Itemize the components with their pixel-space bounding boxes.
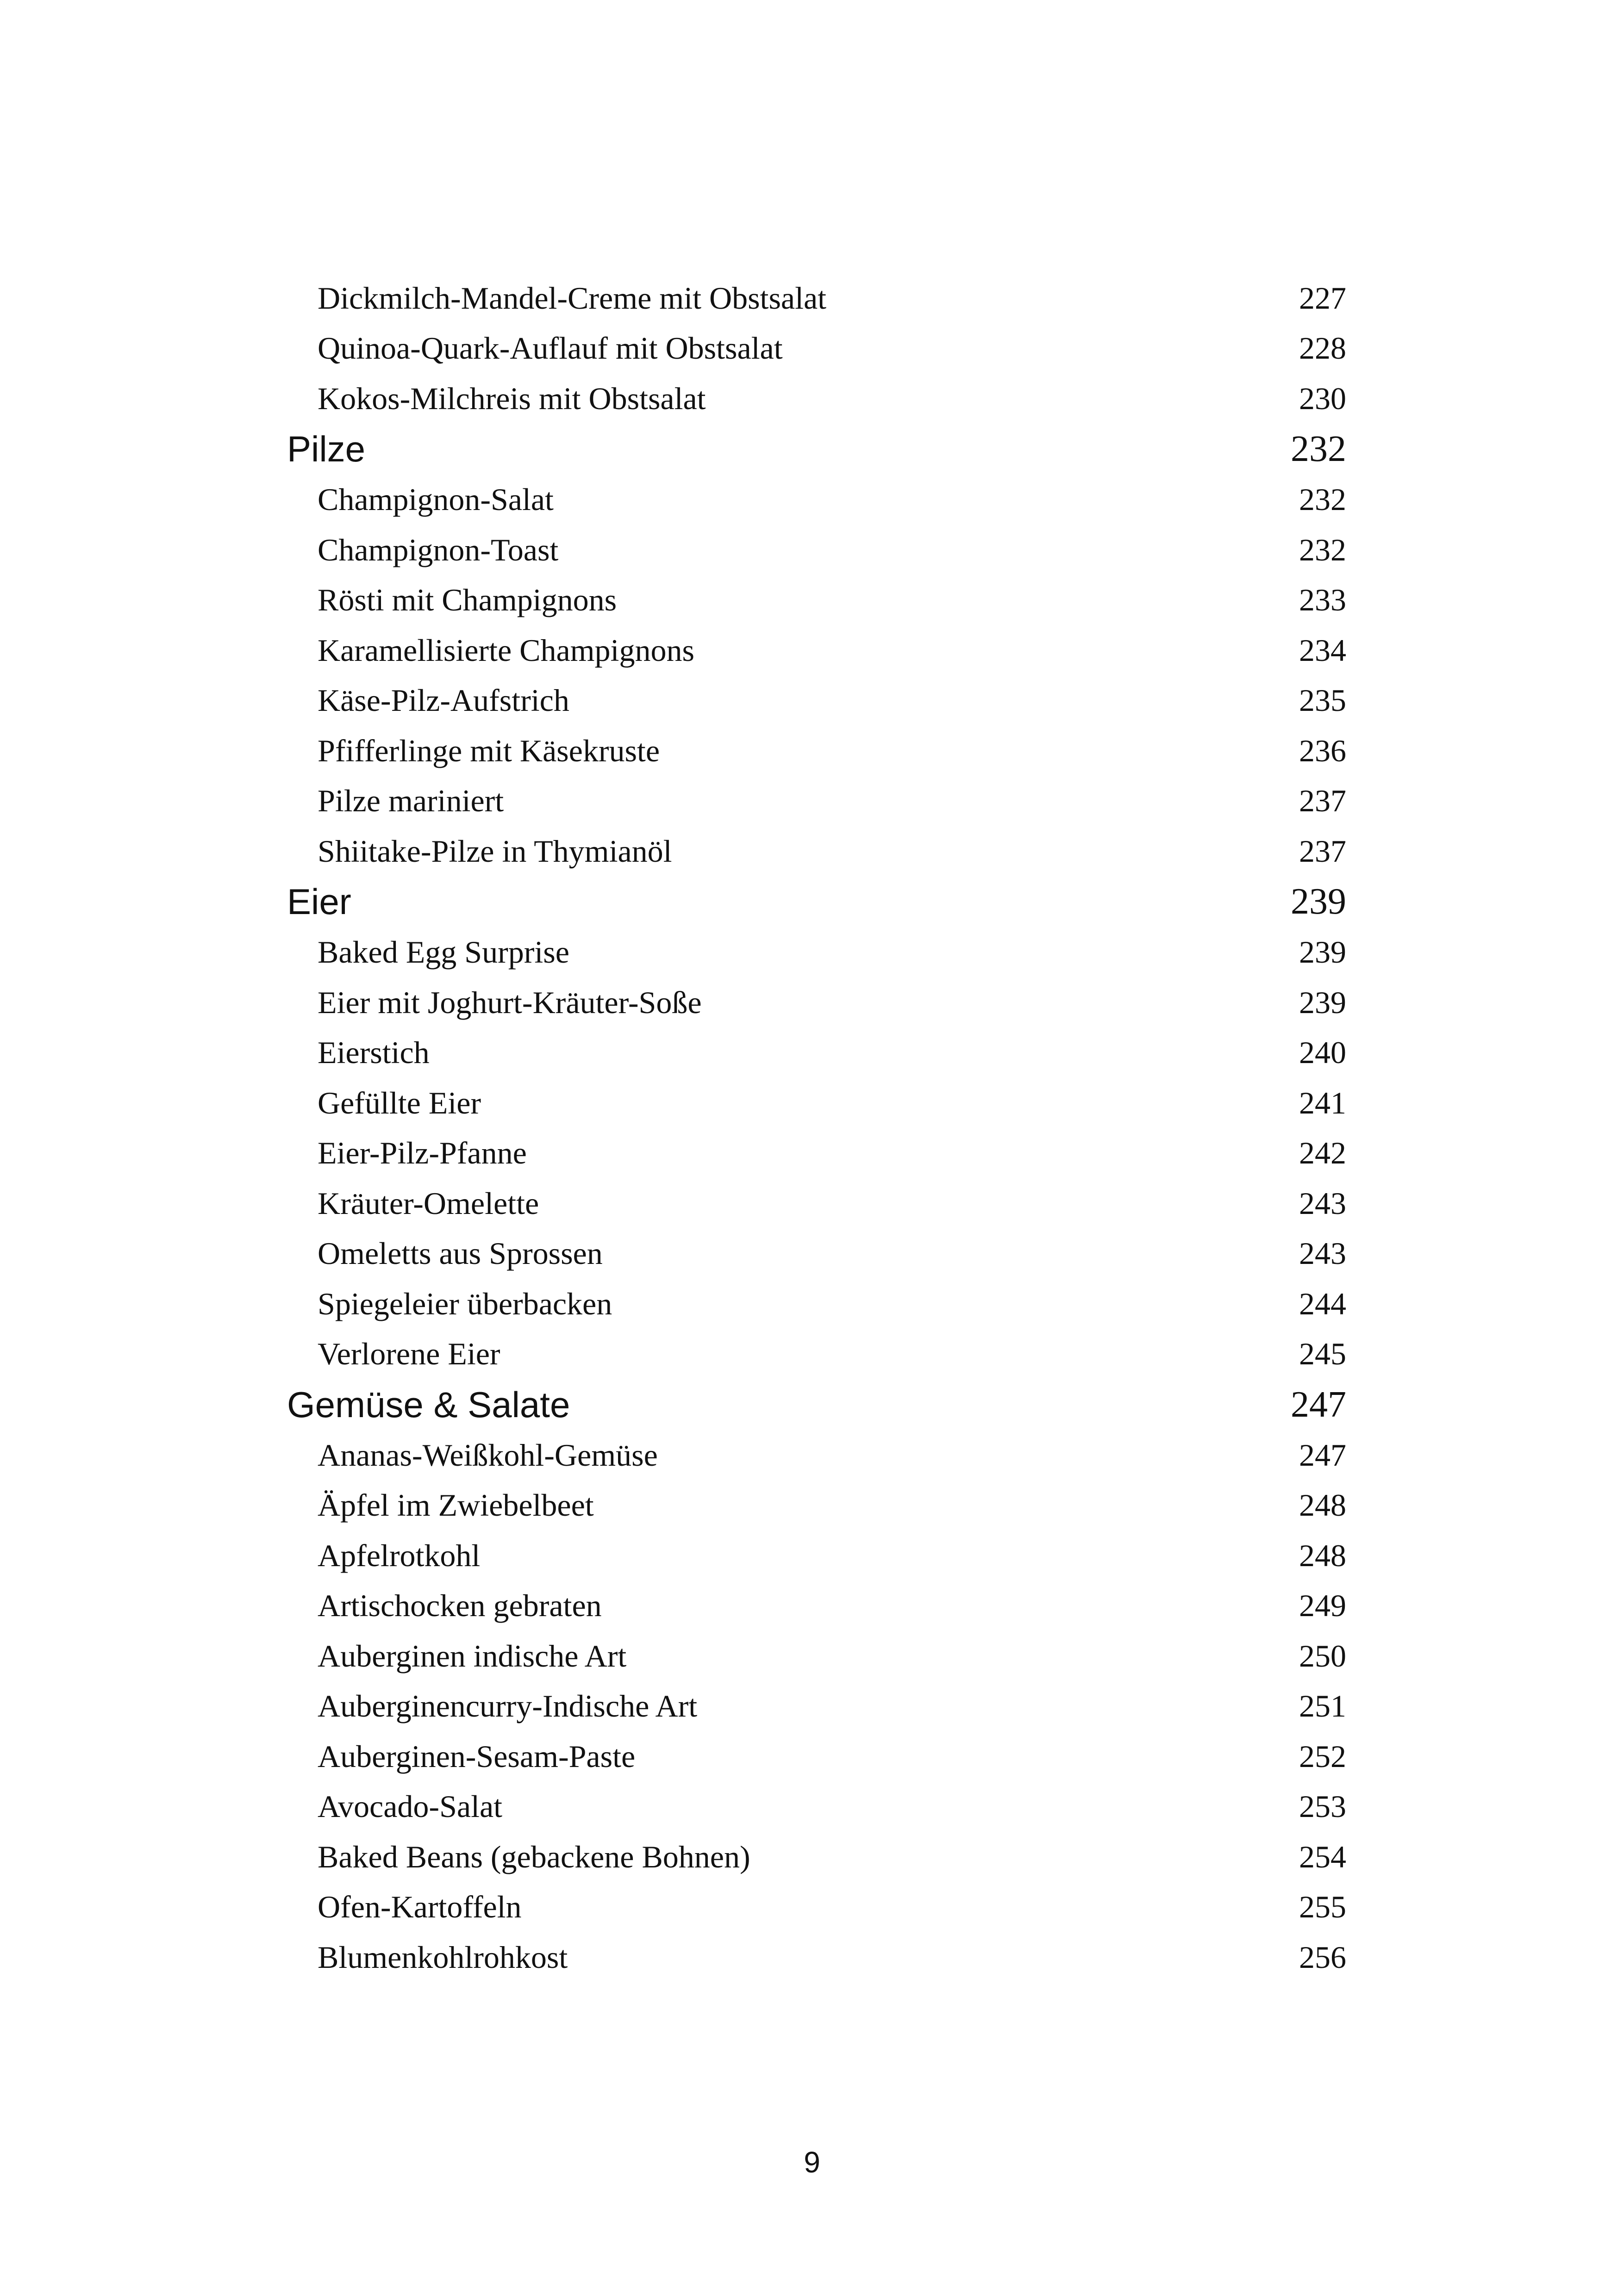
entry-page-number: 253 <box>1299 1789 1346 1824</box>
entry-title: Avocado-Salat <box>318 1789 503 1824</box>
entry-page-number: 232 <box>1299 532 1346 567</box>
entry-page-number: 227 <box>1299 280 1346 316</box>
entry-page-number: 235 <box>1299 683 1346 718</box>
entry-title: Spiegeleier überbacken <box>318 1286 612 1321</box>
entry-title: Ananas-Weißkohl-Gemüse <box>318 1437 658 1473</box>
entry-page-number: 245 <box>1299 1336 1346 1372</box>
entry-page-number: 241 <box>1299 1085 1346 1120</box>
entry-title: Auberginen indische Art <box>318 1638 627 1674</box>
entry-page-number: 234 <box>1299 632 1346 668</box>
toc-entry[interactable] <box>287 1631 1346 1681</box>
toc-entry[interactable] <box>287 676 1346 726</box>
toc-entry[interactable] <box>287 575 1346 626</box>
entry-title: Apfelrotkohl <box>318 1537 481 1573</box>
entry-page-number: 243 <box>1299 1185 1346 1221</box>
toc-entry[interactable] <box>287 1581 1346 1631</box>
toc-entry[interactable] <box>287 977 1346 1028</box>
entry-title: Champignon-Salat <box>318 482 554 517</box>
entry-page-number: 237 <box>1299 783 1346 819</box>
toc-entry[interactable] <box>287 1932 1346 1983</box>
entry-title: Pfifferlinge mit Käsekruste <box>318 733 660 768</box>
entry-title: Shiitake-Pilze in Thymianöl <box>318 833 672 869</box>
entry-page-number: 228 <box>1299 330 1346 366</box>
entry-title: Kräuter-Omelette <box>318 1185 539 1221</box>
entry-page-number: 230 <box>1299 380 1346 416</box>
toc-entry[interactable] <box>287 1882 1346 1933</box>
toc-entry[interactable] <box>287 1178 1346 1229</box>
entry-page-number: 242 <box>1299 1135 1346 1171</box>
section-page-number: 247 <box>1291 1384 1346 1425</box>
entry-title: Auberginen-Sesam-Paste <box>318 1738 636 1774</box>
entry-title: Gefüllte Eier <box>318 1085 481 1120</box>
toc-entry[interactable] <box>287 1731 1346 1782</box>
toc-entry[interactable] <box>287 525 1346 575</box>
entry-page-number: 236 <box>1299 733 1346 768</box>
entry-title: Champignon-Toast <box>318 532 559 567</box>
entry-page-number: 233 <box>1299 582 1346 618</box>
entry-title: Blumenkohlrohkost <box>318 1939 568 1975</box>
entry-page-number: 244 <box>1299 1286 1346 1321</box>
entry-title: Artischocken gebraten <box>318 1588 602 1624</box>
entry-title: Auberginencurry-Indische Art <box>318 1688 698 1724</box>
table-of-contents <box>287 273 1346 1983</box>
section-title: Gemüse & Salate <box>287 1384 570 1425</box>
entry-title: Ofen-Kartoffeln <box>318 1889 522 1925</box>
toc-entry[interactable] <box>287 927 1346 978</box>
toc-section-heading[interactable] <box>287 877 1346 927</box>
entry-page-number: 256 <box>1299 1939 1346 1975</box>
section-title: Pilze <box>287 429 366 469</box>
entry-title: Kokos-Milchreis mit Obstsalat <box>318 380 706 416</box>
entry-page-number: 239 <box>1299 934 1346 970</box>
entry-title: Eier-Pilz-Pfanne <box>318 1135 527 1171</box>
toc-entry[interactable] <box>287 726 1346 776</box>
toc-entry[interactable] <box>287 776 1346 827</box>
entry-page-number: 243 <box>1299 1236 1346 1271</box>
entry-title: Omeletts aus Sprossen <box>318 1236 603 1271</box>
entry-page-number: 249 <box>1299 1588 1346 1624</box>
toc-entry[interactable] <box>287 625 1346 676</box>
entry-page-number: 247 <box>1299 1437 1346 1473</box>
toc-entry[interactable] <box>287 1531 1346 1581</box>
entry-page-number: 248 <box>1299 1487 1346 1523</box>
entry-title: Eier mit Joghurt-Kräuter-Soße <box>318 984 702 1020</box>
toc-entry[interactable] <box>287 273 1346 324</box>
entry-title: Baked Egg Surprise <box>318 934 569 970</box>
toc-entry[interactable] <box>287 1329 1346 1380</box>
entry-page-number: 232 <box>1299 482 1346 517</box>
entry-page-number: 239 <box>1299 984 1346 1020</box>
toc-entry[interactable] <box>287 1681 1346 1732</box>
entry-title: Dickmilch-Mandel-Creme mit Obstsalat <box>318 280 827 316</box>
entry-page-number: 252 <box>1299 1738 1346 1774</box>
toc-entry[interactable] <box>287 475 1346 525</box>
entry-page-number: 237 <box>1299 833 1346 869</box>
entry-page-number: 250 <box>1299 1638 1346 1674</box>
toc-entry[interactable] <box>287 1279 1346 1329</box>
section-page-number: 232 <box>1291 429 1346 469</box>
toc-entry[interactable] <box>287 1078 1346 1128</box>
toc-entry[interactable] <box>287 1028 1346 1078</box>
toc-entry[interactable] <box>287 1229 1346 1279</box>
toc-entry[interactable] <box>287 1832 1346 1882</box>
entry-page-number: 248 <box>1299 1537 1346 1573</box>
entry-title: Äpfel im Zwiebelbeet <box>318 1487 594 1523</box>
toc-entry[interactable] <box>287 373 1346 424</box>
entry-title: Rösti mit Champignons <box>318 582 617 618</box>
entry-page-number: 255 <box>1299 1889 1346 1925</box>
toc-entry[interactable] <box>287 324 1346 374</box>
entry-title: Karamellisierte Champignons <box>318 632 694 668</box>
toc-entry[interactable] <box>287 1481 1346 1531</box>
entry-title: Käse-Pilz-Aufstrich <box>318 683 569 718</box>
entry-title: Verlorene Eier <box>318 1336 500 1372</box>
entry-title: Eierstich <box>318 1035 430 1070</box>
entry-page-number: 251 <box>1299 1688 1346 1724</box>
toc-entry[interactable] <box>287 826 1346 877</box>
entry-page-number: 240 <box>1299 1035 1346 1070</box>
section-title: Eier <box>287 881 351 922</box>
section-page-number: 239 <box>1291 881 1346 922</box>
toc-entry[interactable] <box>287 1782 1346 1832</box>
entry-title: Baked Beans (gebackene Bohnen) <box>318 1839 750 1874</box>
entry-page-number: 254 <box>1299 1839 1346 1874</box>
page-number: 9 <box>804 2146 820 2179</box>
toc-section-heading[interactable] <box>287 424 1346 475</box>
entry-title: Pilze mariniert <box>318 783 504 819</box>
toc-entry[interactable] <box>287 1430 1346 1481</box>
toc-section-heading[interactable] <box>287 1379 1346 1430</box>
entry-title: Quinoa-Quark-Auflauf mit Obstsalat <box>318 330 783 366</box>
toc-entry[interactable] <box>287 1128 1346 1179</box>
